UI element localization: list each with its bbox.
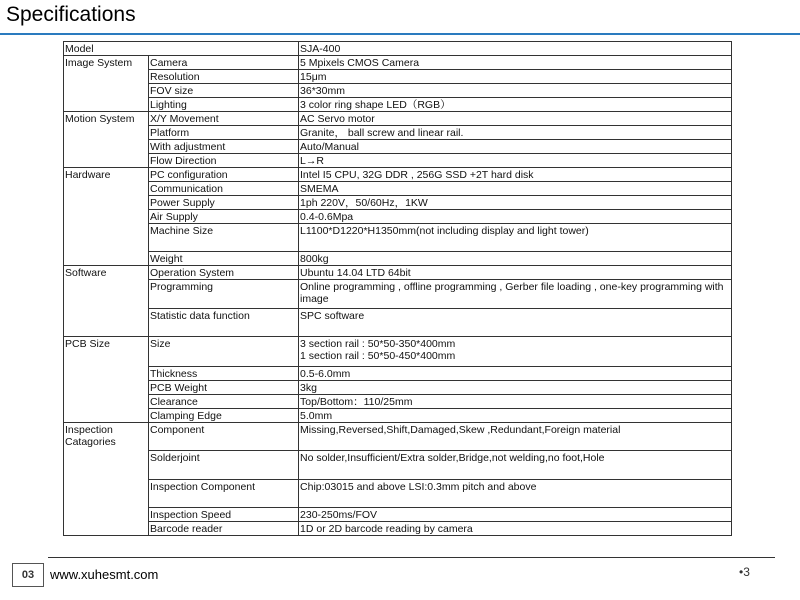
table-row bbox=[64, 280, 732, 309]
item-cell: Component bbox=[149, 423, 299, 451]
page-title: Specifications bbox=[6, 3, 136, 26]
value-line: 3 section rail : 50*50-350*400mm bbox=[300, 338, 456, 350]
table-row bbox=[64, 210, 732, 224]
category-cell: Motion System bbox=[64, 112, 149, 168]
category-cell: Model bbox=[64, 42, 299, 56]
table-row bbox=[64, 84, 732, 98]
item-cell: Programming bbox=[149, 280, 299, 309]
item-cell: Statistic data function bbox=[149, 309, 299, 337]
table-row bbox=[64, 224, 732, 252]
value-cell: 3 color ring shape LED（RGB） bbox=[299, 98, 732, 112]
category-cell: Image System bbox=[64, 56, 149, 112]
value-cell: Granite， ball screw and linear rail. bbox=[299, 126, 732, 140]
value-cell: 1D or 2D barcode reading by camera bbox=[299, 522, 732, 536]
table-row bbox=[64, 423, 732, 451]
table-row bbox=[64, 367, 732, 381]
value-cell: No solder,Insufficient/Extra solder,Bridge,not welding,no foot,Hole bbox=[299, 451, 732, 480]
value-cell: 5 Mpixels CMOS Camera bbox=[299, 56, 732, 70]
table-row bbox=[64, 70, 732, 84]
item-cell: Air Supply bbox=[149, 210, 299, 224]
table-row bbox=[64, 409, 732, 423]
item-cell: PC configuration bbox=[149, 168, 299, 182]
table-row bbox=[64, 309, 732, 337]
value-cell: Missing,Reversed,Shift,Damaged,Skew ,Redundant,Foreign material bbox=[299, 423, 732, 451]
category-line: Inspection bbox=[65, 424, 113, 436]
item-cell: Operation System bbox=[149, 266, 299, 280]
item-cell: Inspection Speed bbox=[149, 508, 299, 522]
item-cell: FOV size bbox=[149, 84, 299, 98]
item-cell: X/Y Movement bbox=[149, 112, 299, 126]
value-cell bbox=[299, 337, 732, 367]
item-cell: Lighting bbox=[149, 98, 299, 112]
item-cell: Flow Direction bbox=[149, 154, 299, 168]
item-cell: Inspection Component bbox=[149, 480, 299, 508]
table-row bbox=[64, 56, 732, 70]
table-row bbox=[64, 252, 732, 266]
table-row bbox=[64, 508, 732, 522]
value-cell: 3kg bbox=[299, 381, 732, 395]
category-cell: Software bbox=[64, 266, 149, 337]
item-cell: Machine Size bbox=[149, 224, 299, 252]
value-cell: 800kg bbox=[299, 252, 732, 266]
item-cell: Resolution bbox=[149, 70, 299, 84]
table-row bbox=[64, 182, 732, 196]
table-row bbox=[64, 168, 732, 182]
item-cell: Communication bbox=[149, 182, 299, 196]
category-line: Catagories bbox=[65, 436, 116, 448]
value-line: 1 section rail : 50*50-450*400mm bbox=[300, 350, 456, 362]
table-row bbox=[64, 381, 732, 395]
table-row bbox=[64, 480, 732, 508]
category-cell: Hardware bbox=[64, 168, 149, 266]
value-cell: SJA-400 bbox=[299, 42, 732, 56]
item-cell: PCB Weight bbox=[149, 381, 299, 395]
slide-number: •3 bbox=[739, 565, 750, 579]
item-cell: Barcode reader bbox=[149, 522, 299, 536]
table-row bbox=[64, 42, 732, 56]
value-cell: Online programming , offline programming , Gerber file loading , one-key programming with image bbox=[299, 280, 732, 309]
specifications-table bbox=[63, 41, 732, 536]
value-cell: 1ph 220V，50/60Hz，1KW bbox=[299, 196, 732, 210]
title-divider bbox=[0, 33, 800, 35]
footer-divider bbox=[48, 557, 775, 558]
value-cell: SPC software bbox=[299, 309, 732, 337]
item-cell: Thickness bbox=[149, 367, 299, 381]
table-row bbox=[64, 522, 732, 536]
value-cell: 0.4-0.6Mpa bbox=[299, 210, 732, 224]
item-cell: Size bbox=[149, 337, 299, 367]
value-cell: Ubuntu 14.04 LTD 64bit bbox=[299, 266, 732, 280]
website-link[interactable]: www.xuhesmt.com bbox=[50, 567, 159, 582]
value-cell: 0.5-6.0mm bbox=[299, 367, 732, 381]
value-cell: Top/Bottom：110/25mm bbox=[299, 395, 732, 409]
item-cell: Camera bbox=[149, 56, 299, 70]
table-row bbox=[64, 196, 732, 210]
value-cell: L→R bbox=[299, 154, 732, 168]
item-cell: Platform bbox=[149, 126, 299, 140]
item-cell: Clamping Edge bbox=[149, 409, 299, 423]
category-cell: PCB Size bbox=[64, 337, 149, 423]
item-cell: Weight bbox=[149, 252, 299, 266]
category-cell bbox=[64, 423, 149, 536]
item-cell: Solderjoint bbox=[149, 451, 299, 480]
value-cell: SMEMA bbox=[299, 182, 732, 196]
table-row bbox=[64, 112, 732, 126]
table-row bbox=[64, 98, 732, 112]
page-number-box: 03 bbox=[12, 563, 44, 587]
item-cell: With adjustment bbox=[149, 140, 299, 154]
item-cell: Power Supply bbox=[149, 196, 299, 210]
table-row bbox=[64, 154, 732, 168]
value-cell: Intel I5 CPU, 32G DDR , 256G SSD +2T hard disk bbox=[299, 168, 732, 182]
value-cell: Auto/Manual bbox=[299, 140, 732, 154]
item-cell: Clearance bbox=[149, 395, 299, 409]
table-row bbox=[64, 140, 732, 154]
value-cell: 230-250ms/FOV bbox=[299, 508, 732, 522]
table-row bbox=[64, 126, 732, 140]
value-cell: 15μm bbox=[299, 70, 732, 84]
value-cell: 5.0mm bbox=[299, 409, 732, 423]
value-cell: 36*30mm bbox=[299, 84, 732, 98]
value-cell: AC Servo motor bbox=[299, 112, 732, 126]
value-cell: Chip:03015 and above LSI:0.3mm pitch and above bbox=[299, 480, 732, 508]
value-cell: L1100*D1220*H1350mm(not including display and light tower) bbox=[299, 224, 732, 252]
table-row bbox=[64, 337, 732, 367]
table-row bbox=[64, 451, 732, 480]
table-row bbox=[64, 266, 732, 280]
table-row bbox=[64, 395, 732, 409]
